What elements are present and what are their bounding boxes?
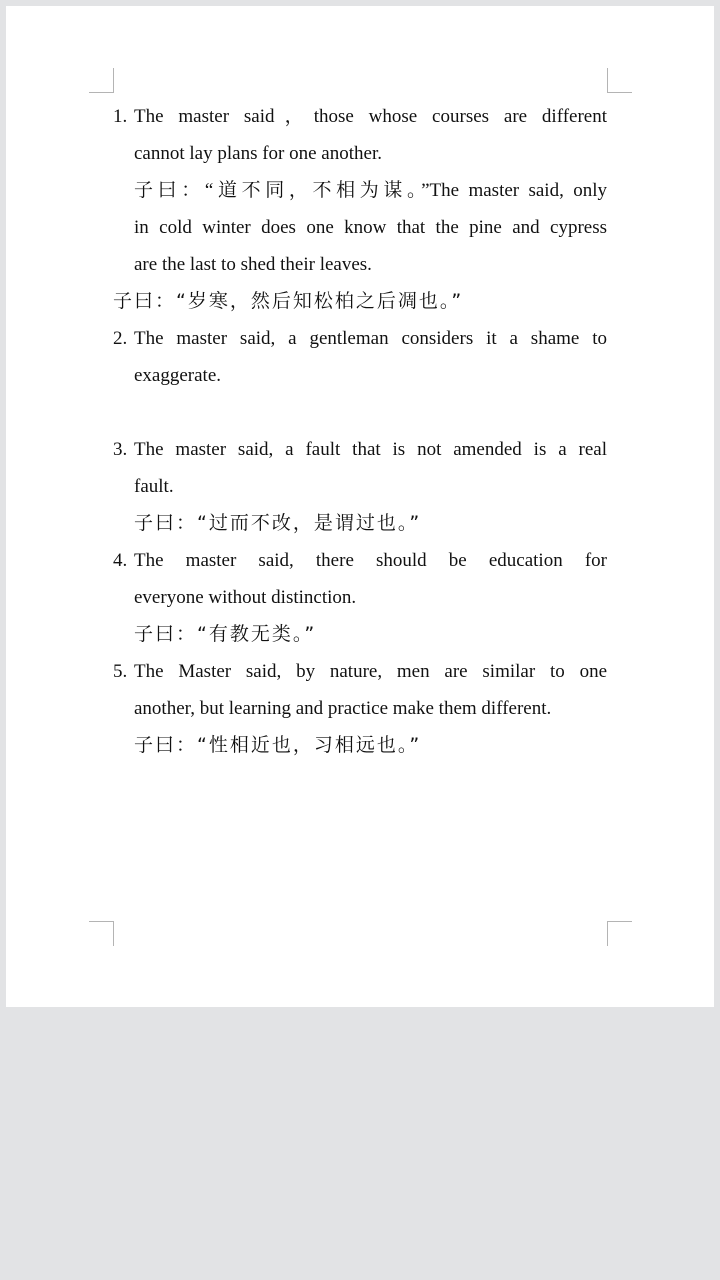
paragraph-line: in cold winter does one know that the pine and cypress xyxy=(134,217,607,238)
chinese-quote: 子曰：“岁寒，然后知松柏之后凋也。” xyxy=(113,290,464,312)
margin-corner-mark xyxy=(89,921,114,946)
list-number: 5. xyxy=(113,661,128,682)
paragraph-line: The master said, a fault that is not amended is a real xyxy=(134,439,607,460)
list-item xyxy=(113,98,607,135)
chinese-quote: 子曰：“性相近也，习相远也。” xyxy=(134,734,422,756)
paragraph-line: are the last to shed their leaves. xyxy=(134,254,372,275)
chinese-quote: 子曰：“过而不改，是谓过也。” xyxy=(134,512,422,534)
list-item xyxy=(113,653,607,690)
paragraph-line: 子曰：“道不同，不相为谋。”The master said, only xyxy=(134,180,607,201)
margin-corner-mark xyxy=(607,921,632,946)
document-page xyxy=(6,6,714,1007)
paragraph-line: exaggerate. xyxy=(134,365,222,386)
paragraph-line: another, but learning and practice make them different. xyxy=(134,698,552,719)
paragraph-line: The master said, there should be education for xyxy=(134,550,607,571)
paragraph-line: fault. xyxy=(134,476,174,497)
paragraph-line: everyone without distinction. xyxy=(134,587,357,608)
chinese-quote: 子曰：“有教无类。” xyxy=(134,623,317,645)
list-item xyxy=(113,542,607,579)
list-number: 2. xyxy=(113,328,128,349)
paragraph-line: The Master said, by nature, men are similar to one xyxy=(134,661,607,682)
paragraph-line: The master said，those whose courses are different xyxy=(134,106,607,127)
margin-corner-mark xyxy=(89,68,114,93)
list-number: 1. xyxy=(113,106,128,127)
margin-corner-mark xyxy=(607,68,632,93)
list-item xyxy=(113,431,607,468)
empty-line xyxy=(113,394,607,431)
document-body[interactable] xyxy=(113,98,607,764)
paragraph-line: cannot lay plans for one another. xyxy=(134,143,382,164)
paragraph-line: The master said, a gentleman considers it a shame to xyxy=(134,328,607,349)
list-number: 4. xyxy=(113,550,128,571)
list-item xyxy=(113,320,607,357)
list-number: 3. xyxy=(113,439,128,460)
